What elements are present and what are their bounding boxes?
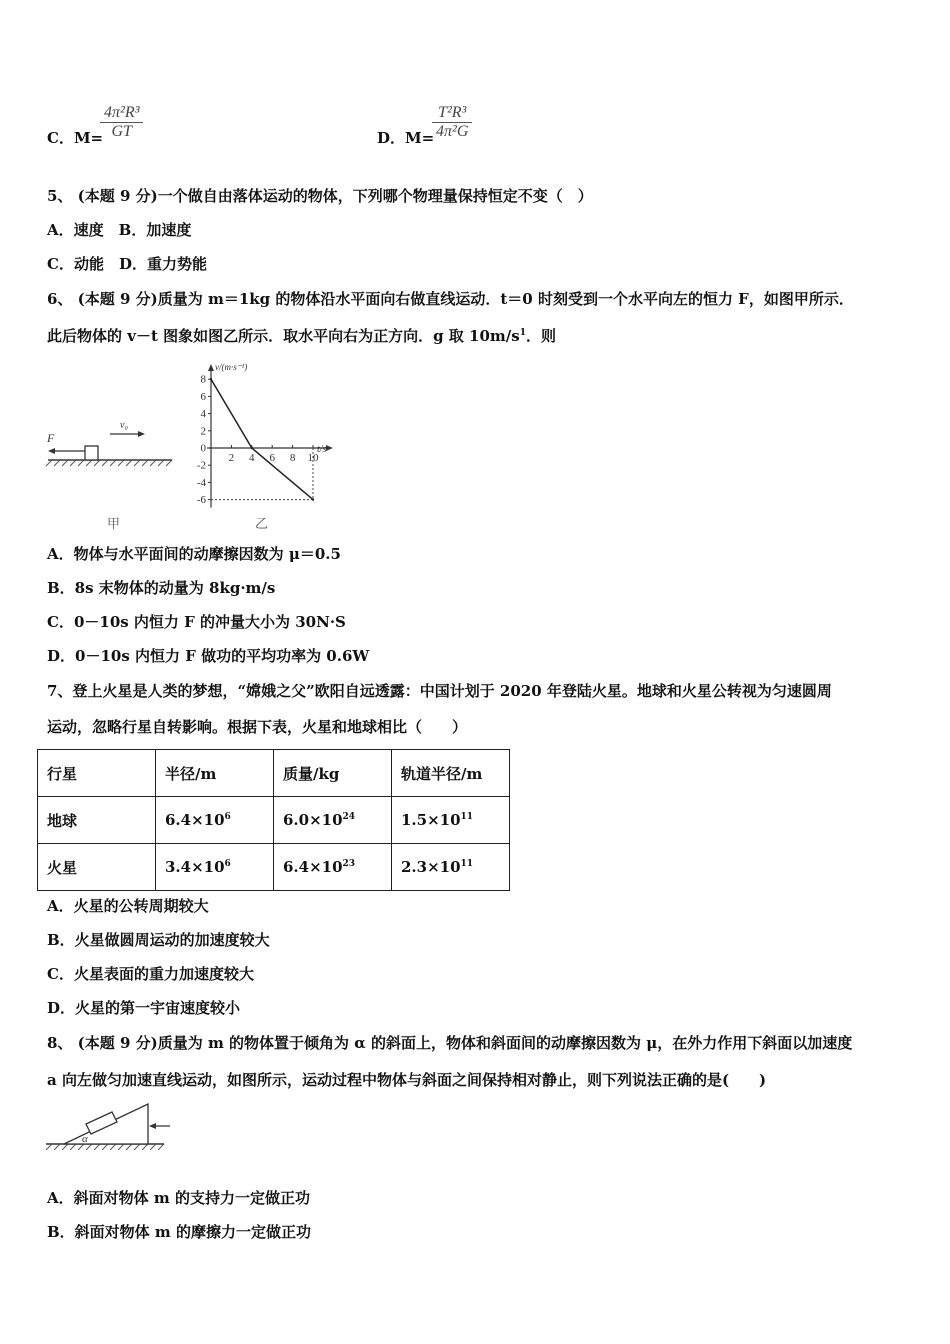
y-tick-label: -2	[196, 459, 206, 472]
q4-option-d-label: D．M=	[377, 129, 435, 147]
q7-cell-radius	[156, 797, 274, 844]
q4-option-c-label: C．M=	[47, 129, 104, 147]
q7-cell-radius-exp: 6	[224, 812, 231, 822]
q6-stem-line1: 6、 (本题 9 分)质量为 m＝1kg 的物体沿水平面向右做直线运动．t＝0 时刻受到一个水平向左的恒力 F，如图甲所示．	[47, 290, 854, 308]
x-axis-arrow	[326, 445, 333, 451]
y-axis-label: v/(m·s⁻¹)	[215, 362, 248, 372]
q7-stem-line1: 7、登上火星是人类的梦想，“嫦娥之父”欧阳自远透露：中国计划于 2020 年登陆火星。地球和火星公转视为匀速圆周	[47, 682, 832, 700]
series-line	[211, 379, 313, 499]
q6-velocity-label: v₀	[120, 420, 128, 431]
data-point	[251, 447, 253, 449]
q6-option-b: B．8s 末物体的动量为 8kg·m/s	[47, 579, 276, 597]
q7-stem-line2: 运动，忽略行星自转影响。根据下表，火星和地球相比（ ）	[47, 718, 468, 736]
q7-cell-mass-base: 6.0×10	[283, 811, 343, 829]
q8-incline-figure	[42, 1098, 177, 1158]
q6-option-a: A．物体与水平面间的动摩擦因数为 μ＝0.5	[47, 545, 341, 563]
q7-table-row-earth	[38, 797, 510, 844]
data-point	[312, 498, 314, 500]
x-axis-label: t/s	[317, 444, 327, 455]
y-tick-label: -4	[196, 476, 206, 489]
q7-planet-table	[37, 749, 510, 891]
q6-caption-yi: 乙	[255, 517, 269, 532]
q7-cell-mass-exp: 24	[342, 812, 356, 822]
q7-option-d: D．火星的第一宇宙速度较小	[47, 999, 241, 1017]
x-tick-label: 2	[228, 452, 235, 464]
x-tick-label: 6	[269, 452, 275, 464]
q7-cell-mass-exp: 23	[342, 859, 356, 869]
q6-option-d: D．0－10s 内恒力 F 做功的平均功率为 0.6W	[47, 647, 370, 665]
q7-cell-orbit-exp: 11	[460, 812, 474, 822]
q7-option-b: B．火星做圆周运动的加速度较大	[47, 931, 270, 949]
q6-vt-chart	[185, 358, 340, 518]
q7-cell-orbit	[392, 844, 510, 891]
q7-cell-orbit-base: 1.5×10	[401, 811, 461, 829]
q7-option-a: A．火星的公转周期较大	[47, 897, 209, 915]
q5-options-cd: C．动能 D．重力势能	[47, 255, 207, 273]
y-tick-label: 0	[200, 442, 206, 455]
q5-options-ab: A．速度 B．加速度	[47, 221, 192, 239]
q7-header-planet: 行星	[38, 750, 156, 797]
q7-table-header-row	[38, 750, 510, 797]
q7-cell-orbit	[392, 797, 510, 844]
q7-cell-name: 火星	[38, 844, 156, 891]
q8-option-b: B．斜面对物体 m 的摩擦力一定做正功	[47, 1223, 311, 1241]
q8-stem-line2: a 向左做匀加速直线运动，如图所示，运动过程中物体与斜面之间保持相对静止，则下列说法正确的是( )	[47, 1071, 767, 1089]
q7-header-mass: 质量/kg	[274, 750, 392, 797]
q5-stem: 5、 (本题 9 分)一个做自由落体运动的物体，下列哪个物理量保持恒定不变（ ）	[47, 187, 593, 205]
q6-stem-line2-text: 此后物体的 v－t 图象如图乙所示．取水平向右为正方向．g 取 10m/s	[47, 327, 520, 345]
data-point	[210, 378, 212, 380]
y-tick-label: 6	[200, 390, 206, 403]
q6-stem-superscript: 1	[519, 328, 526, 338]
q7-cell-radius-base: 3.4×10	[165, 858, 225, 876]
q7-cell-mass	[274, 844, 392, 891]
x-tick-label: 8	[289, 452, 296, 464]
x-tick-label: 10	[307, 452, 319, 464]
y-axis-arrow	[208, 364, 214, 371]
q6-force-label: F	[47, 431, 55, 445]
q4-option-d-numerator: T²R³	[432, 104, 472, 123]
q6-stem-line2	[47, 326, 556, 346]
q4-option-d-denominator: 4π²G	[436, 123, 469, 140]
q4-option-c-denominator: GT	[111, 123, 132, 140]
y-tick-label: 8	[200, 373, 206, 386]
q7-cell-mass-base: 6.4×10	[283, 858, 343, 876]
q7-table-row-mars	[38, 844, 510, 891]
q7-option-c: C．火星表面的重力加速度较大	[47, 965, 254, 983]
q8-option-a: A．斜面对物体 m 的支持力一定做正功	[47, 1189, 310, 1207]
q7-header-radius: 半径/m	[156, 750, 274, 797]
q8-angle-label: α	[82, 1133, 88, 1145]
q7-cell-radius-base: 6.4×10	[165, 811, 225, 829]
x-tick-label: 4	[249, 452, 255, 464]
q4-option-c-fraction	[100, 104, 143, 141]
q6-block	[85, 446, 98, 460]
q7-cell-name: 地球	[38, 797, 156, 844]
q7-cell-radius-exp: 6	[224, 859, 231, 869]
y-tick-label: -6	[196, 494, 206, 507]
q7-cell-orbit-base: 2.3×10	[401, 858, 461, 876]
q7-cell-mass	[274, 797, 392, 844]
q6-caption-jia: 甲	[107, 517, 121, 532]
y-tick-label: 2	[200, 425, 206, 438]
q6-option-c: C．0－10s 内恒力 F 的冲量大小为 30N·S	[47, 613, 346, 631]
q8-stem-line1: 8、 (本题 9 分)质量为 m 的物体置于倾角为 α 的斜面上，物体和斜面间的动摩擦因数为 μ，在外力作用下斜面以加速度	[47, 1034, 853, 1052]
y-tick-label: 4	[200, 408, 206, 421]
q7-cell-radius	[156, 844, 274, 891]
q4-option-c-numerator: 4π²R³	[100, 104, 143, 123]
q6-stem-line2-end: ．则	[525, 327, 556, 345]
q6-figure-jia	[40, 410, 180, 500]
q7-header-orbit: 轨道半径/m	[392, 750, 510, 797]
q7-cell-orbit-exp: 11	[460, 859, 474, 869]
q4-option-d-fraction	[432, 104, 472, 141]
